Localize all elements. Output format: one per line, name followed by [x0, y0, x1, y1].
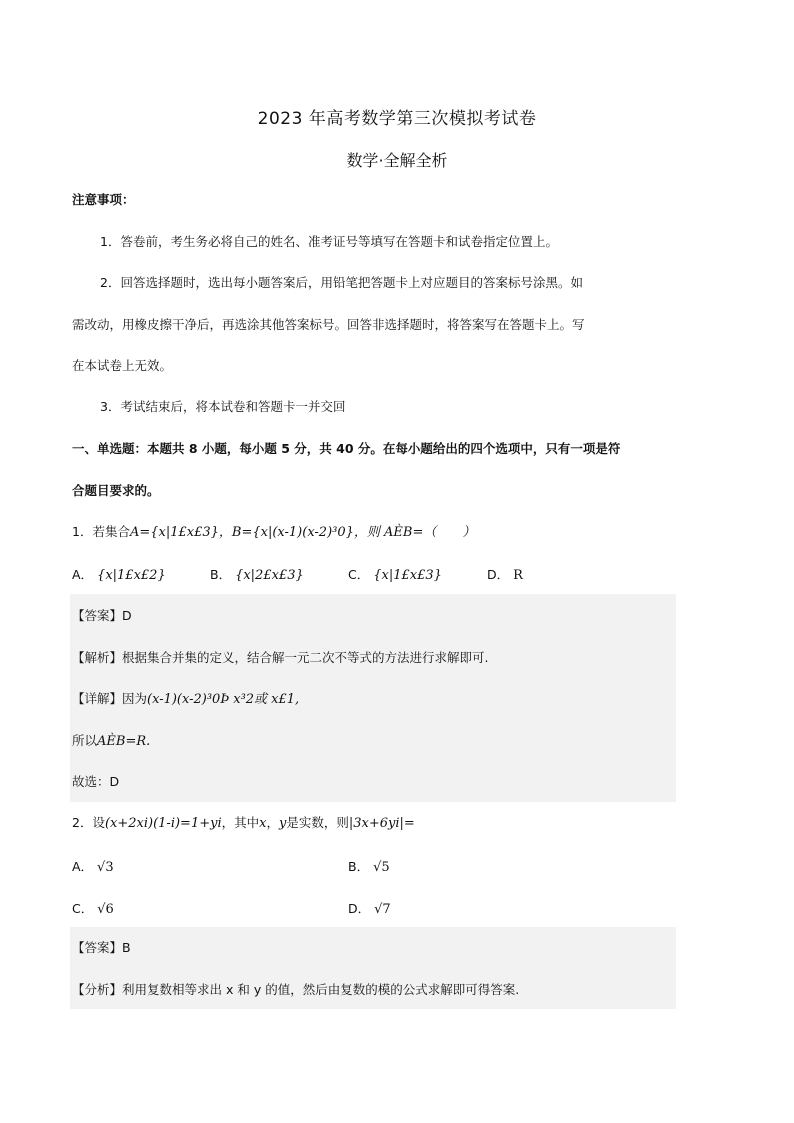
- notice-item-2-line-1: 2．回答选择题时，选出每小题答案后，用铅笔把答题卡上对应题目的答案标号涂黑。如: [100, 275, 583, 290]
- question-1-number: 1．若集合: [72, 524, 130, 539]
- question-2-option-a: A． √3: [72, 859, 114, 875]
- question-2-option-b: B． √5: [348, 859, 390, 875]
- question-1-option-b: B． {x|2£x£3}: [210, 567, 304, 583]
- section-heading-line-1: 一、单选题：本题共 8 小题，每小题 5 分，共 40 分。在每小题给出的四个选项中，只有一项是符: [72, 441, 621, 456]
- notice-item-2-line-3: 在本试卷上无效。: [72, 358, 173, 373]
- question-1-option-c: C． {x|1£x£3}: [348, 567, 442, 583]
- question-2-answer: 【答案】B: [72, 940, 131, 955]
- section-heading-line-2: 合题目要求的。: [72, 483, 160, 498]
- question-1-answer: 【答案】D: [72, 608, 132, 623]
- question-1-option-d: D． R: [487, 567, 523, 583]
- question-2-analysis: 【分析】利用复数相等求出 x 和 y 的值，然后由复数的模的公式求解即可得答案.: [72, 982, 520, 997]
- question-2-option-c: C． √6: [72, 901, 114, 917]
- question-1-conclusion: 所以AÈB=R.: [72, 733, 151, 749]
- question-1-math: A={x|1£x£3}，B={x|(x-1)(x-2)³0}，则 AÈB=（ ）: [129, 525, 476, 540]
- page-title: 2023 年高考数学第三次模拟考试卷: [257, 109, 537, 129]
- question-2-stem: 2．设(x+2xi)(1-i)=1+yi，其中x，y是实数，则|3x+6yi|=: [72, 815, 415, 831]
- question-1-analysis: 【解析】根据集合并集的定义，结合解一元二次不等式的方法进行求解即可.: [72, 650, 489, 665]
- question-1-choice: 故选：D: [72, 774, 120, 789]
- question-1-option-a: A． {x|1£x£2}: [72, 567, 166, 583]
- page-subtitle: 数学·全解全析: [346, 151, 448, 170]
- notice-item-1: 1．答卷前，考生务必将自己的姓名、准考证号等填写在答题卡和试卷指定位置上。: [100, 234, 558, 249]
- notice-heading: 注意事项：: [72, 192, 135, 207]
- notice-item-2-line-2: 需改动，用橡皮擦干净后，再选涂其他答案标号。回答非选择题时，将答案写在答题卡上。写: [72, 317, 585, 332]
- notice-item-3: 3．考试结束后，将本试卷和答题卡一并交回: [100, 399, 346, 414]
- question-1-detail: 【详解】因为(x-1)(x-2)³0Þ x³2或 x£1,: [72, 691, 300, 707]
- question-1-stem: [72, 524, 475, 541]
- question-2-option-d: D． √7: [348, 901, 391, 917]
